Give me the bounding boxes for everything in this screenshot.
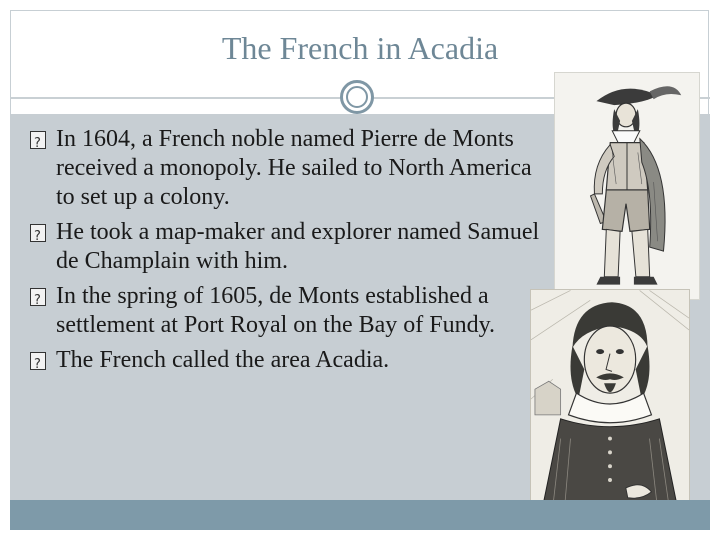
bullet-text: In the spring of 1605, de Monts established a settlement at Port Royal on the Bay of Fundy. [56, 283, 496, 338]
cavalier-figure-icon [555, 73, 699, 299]
bullet-text: The French called the area Acadia. [56, 347, 390, 373]
bullet-list [30, 125, 540, 381]
cavalier-engraving-image [554, 72, 700, 300]
champlain-portrait-image [530, 289, 690, 517]
bullet-item [30, 125, 540, 212]
missing-glyph-box-icon [30, 288, 46, 306]
missing-glyph-box-icon [30, 352, 46, 370]
champlain-figure-icon [531, 290, 689, 516]
slide-title: The French in Acadia [221, 30, 499, 66]
bullet-item [30, 218, 540, 276]
bullet-text: In 1604, a French noble named Pierre de Monts received a monopoly. He sailed to North America to set up a colony. [56, 126, 532, 210]
bullet-text: He took a map-maker and explorer named Samuel de Champlain with him. [56, 219, 540, 274]
missing-glyph-box-icon [30, 224, 46, 242]
circle-ornament-icon [340, 80, 374, 114]
bullet-item [30, 346, 540, 375]
bottom-accent-bar [10, 500, 710, 530]
missing-glyph-box-icon [30, 131, 46, 149]
bullet-item [30, 282, 540, 340]
